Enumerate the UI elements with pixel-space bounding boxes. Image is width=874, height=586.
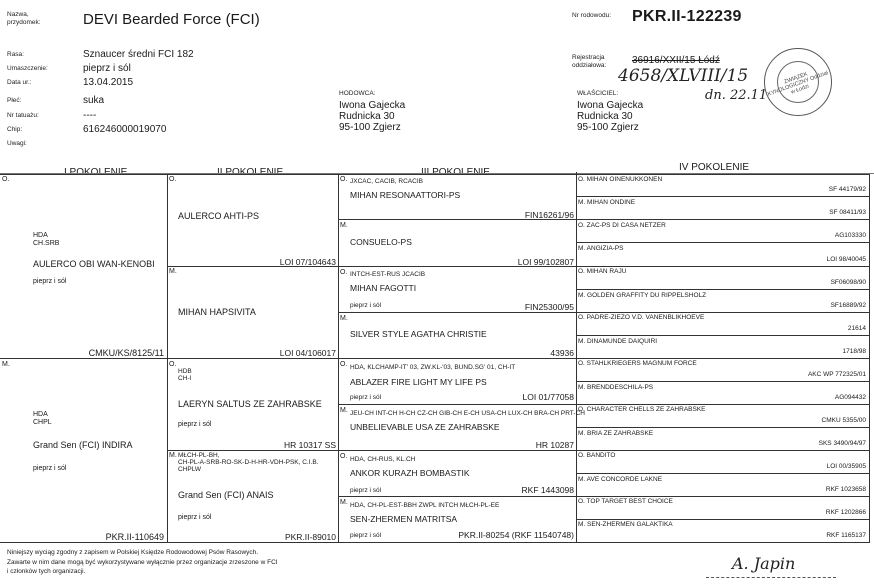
gen4-reg: RKF 1165137 <box>826 532 866 539</box>
gen4-name: O. MIHAN RAJU <box>578 268 627 275</box>
gen1-sire-reg: CMKU/KS/8125/11 <box>88 348 164 358</box>
gen2-prefix: O. <box>169 176 177 183</box>
gen2-color: pieprz i sól <box>178 514 212 521</box>
gen1-sire-prefix: O. <box>2 176 10 183</box>
gen4-name: M. BRIA ZE ZAHRABSKE <box>578 430 654 437</box>
gen4-reg: LOI 00/35905 <box>826 463 866 470</box>
stamp-text: ZWIĄZEK KYNOLOGICZNY Oddział w Łodzi <box>767 70 829 98</box>
registration-old: 36916/XXII/15 Łódź <box>632 55 720 66</box>
gen2-titles: MŁCH-PL-BH, CH-PL-A-SRB-RO-SK-D-H-HR-VDH-PSK, C.I.B. CHPLW <box>178 452 319 473</box>
gen1-sire-titles: HDA CH.SRB <box>33 232 60 247</box>
gen1-dam-color: pieprz i sól <box>33 465 67 472</box>
registration-label: Rejestracja oddziałowa: <box>572 54 607 69</box>
gen1-dam-titles: HDA CHPL <box>33 411 52 426</box>
color-value: pieprz i sól <box>83 63 131 74</box>
regno-label: Nr rodowodu: <box>572 12 612 19</box>
gen4-reg: 1718/98 <box>842 348 866 355</box>
breeder-street: Rudnicka 30 <box>339 111 395 122</box>
gen2-reg: PKR.II-89010 <box>284 532 336 542</box>
gen4-reg: AG094432 <box>834 394 866 401</box>
breed-value: Sznaucer średni FCI 182 <box>83 49 194 60</box>
stamp-icon <box>764 48 832 116</box>
gen3-reg: RKF 1443098 <box>521 485 574 495</box>
gen3-prefix: O. <box>340 269 348 276</box>
dog-name: DEVI Bearded Force (FCI) <box>83 11 260 28</box>
gen3-prefix: O. <box>340 453 348 460</box>
pedigree-number: PKR.II-122239 <box>632 8 742 25</box>
signature-line <box>706 577 836 578</box>
gen4-reg: LOI 98/40045 <box>826 256 866 263</box>
footer-line3: i członków tych organizacji. <box>7 568 86 575</box>
gen2-name: LAERYN SALTUS ZE ZAHRABSKE <box>178 399 322 409</box>
gen4-name: O. STAHLKRIEGERS MAGNUM FORCE <box>578 360 697 367</box>
gen3-titles: JXCAC, CACIB, RCACIB <box>350 178 423 185</box>
gen3-prefix: O. <box>340 361 348 368</box>
registration-new: 4658/XLVIII/15 <box>618 66 749 86</box>
gen3-name: MIHAN FAGOTTI <box>350 283 417 293</box>
gen3-color: pieprz i sól <box>350 487 382 494</box>
gen2-name: AULERCO AHTI-PS <box>178 211 260 221</box>
gen1-dam-reg: PKR.II-110649 <box>105 532 164 542</box>
gen2-titles: HDB CH-I <box>178 368 192 382</box>
registration-date: dn. 22.11 <box>705 88 768 103</box>
gen3-reg: FIN25300/95 <box>524 302 574 312</box>
chip-label: Chip: <box>7 126 23 133</box>
gen4-name: M. DINAMUNDE DAIQUIRI <box>578 338 658 345</box>
gen3-name: MIHAN RESONAATTORI-PS <box>350 190 461 200</box>
gen1-dam-prefix: M. <box>2 361 10 368</box>
gen4-name: O. ZAC-PS DI CASA NETZER <box>578 222 666 229</box>
owner-street: Rudnicka 30 <box>577 111 633 122</box>
gen1-sire-name: AULERCO OBI WAN-KENOBI <box>33 259 155 269</box>
gen2-reg: HR 10317 SS <box>284 440 336 450</box>
gen2-name: Grand Sen (FCI) ANAIS <box>178 490 274 500</box>
tattoo-value: ---- <box>83 110 97 121</box>
gen2-name: MIHAN HAPSIVITA <box>178 307 256 317</box>
gen4-name: M. BRENDDESCHILA-PS <box>578 384 654 391</box>
gen3-prefix: M. <box>340 407 348 414</box>
gen3-reg: LOI 99/102807 <box>517 257 574 267</box>
gen4-reg: CMKU 5355/00 <box>821 417 866 424</box>
gen3-reg: HR 10287 <box>535 440 574 450</box>
gen4-reg: SF16889/92 <box>830 302 866 309</box>
breeder-label: HODOWCA: <box>339 90 376 97</box>
gen4-reg: AKC WP 772325/01 <box>807 371 866 378</box>
birth-value: 13.04.2015 <box>83 77 134 88</box>
gen4-reg: SF06098/90 <box>830 279 866 286</box>
gen3-prefix: O. <box>340 176 348 183</box>
gen4-reg: RKF 1202866 <box>825 509 866 516</box>
footer-line1: Niniejszy wyciąg zgodny z zapisem w Polskiej Księdze Rodowodowej Psów Rasowych. <box>7 549 259 556</box>
breeder-name: Iwona Gajecka <box>339 100 406 111</box>
gen3-name: ABLAZER FIRE LIGHT MY LIFE PS <box>350 377 487 387</box>
breed-label: Rasa: <box>7 51 24 58</box>
gen4-reg: SF 08411/93 <box>829 209 866 216</box>
gen1-sire-color: pieprz i sól <box>33 278 67 285</box>
gen3-color: pieprz i sól <box>350 394 382 401</box>
owner-name: Iwona Gajecka <box>577 100 644 111</box>
name-label: Nazwa, przydomek: <box>7 11 41 26</box>
gen4-name: M. GOLDEN GRAFFITY DU RIPPELSHOLZ <box>578 292 707 299</box>
gen3-name: SEN-ZHERMEN MATRITSA <box>350 514 458 524</box>
gen3-titles: HDA, KLCHAMP-IT' 03, ZW.KL-'03, BUND.SG' 01, CH-IT <box>350 364 516 371</box>
gen3-titles: JEU-CH INT-CH H-CH CZ-CH GIB-CH E-CH USA-CH LUX-CH BRA-CH PRT-CH <box>350 410 585 417</box>
gen3-titles: INTCH-EST-RUS JCACIB <box>350 271 426 278</box>
gen4-name: O. BANDITO <box>578 452 616 459</box>
gen4-reg: AG103330 <box>834 232 866 239</box>
owner-city: 95-100 Zgierz <box>577 122 639 133</box>
gen4-reg: SF 44179/92 <box>828 186 866 193</box>
gen2-reg: LOI 07/104643 <box>279 257 336 267</box>
gen3-titles: HDA, CH-PL-EST-BBH ZWPL INTCH MŁCH-PL-EE <box>350 502 500 509</box>
gen4-name: M. SEN-ZHERMEN GALAKTIKA <box>578 521 673 528</box>
owner-label: WŁAŚCICIEL: <box>577 90 619 97</box>
gen3-color: pieprz i sól <box>350 302 382 309</box>
gen1-dam-name: Grand Sen (FCI) INDIRA <box>33 440 133 450</box>
gen3-prefix: M. <box>340 315 348 322</box>
signature: A. Japin <box>732 554 796 573</box>
gen4-reg: RKF 1023658 <box>825 486 866 493</box>
gen4-reg: SKS 3490/94/97 <box>818 440 866 447</box>
birth-label: Data ur.: <box>7 79 32 86</box>
remarks-label: Uwagi: <box>7 140 27 147</box>
sex-label: Płeć: <box>7 97 22 104</box>
gen2-reg: LOI 04/106017 <box>279 348 336 358</box>
gen3-reg: PKR.II-80254 (RKF 11540748) <box>458 530 574 540</box>
gen4-name: M. ANGIZIA-PS <box>578 245 624 252</box>
gen2-color: pieprz i sól <box>178 421 212 428</box>
breeder-city: 95-100 Zgierz <box>339 122 401 133</box>
gen2-prefix: M. <box>169 452 177 459</box>
gen2-prefix: M. <box>169 268 177 275</box>
gen4-name: M. MIHAN ONDINE <box>578 199 636 206</box>
gen4-reg: 21614 <box>847 325 866 332</box>
gen3-name: UNBELIEVABLE USA ZE ZAHRABSKE <box>350 422 500 432</box>
gen4-name: O. CHARACTER CHELLS ZE ZAHRABSKE <box>578 406 706 413</box>
gen4-name: O. MIHAN OINENUKKONEN <box>578 176 663 183</box>
gen4-name: M. AVE CONCORDE LAKNE <box>578 476 663 483</box>
gen4-name: O. PADRE-ZIEZO V.D. VANENBLIKHOEVE <box>578 314 705 321</box>
gen-4-header: IV POKOLENIE <box>679 162 750 173</box>
tattoo-label: Nr tatuażu: <box>7 112 39 119</box>
gen3-reg: 43936 <box>550 348 574 358</box>
gen3-name: CONSUELO-PS <box>350 237 412 247</box>
chip-value: 616246000019070 <box>83 124 167 135</box>
gen3-reg: LOI 01/77058 <box>522 392 574 402</box>
gen4-name: O. TOP TARGET BEST CHOICE <box>578 498 673 505</box>
gen3-color: pieprz i sól <box>350 532 382 539</box>
gen2-prefix: O. <box>169 361 177 368</box>
gen3-name: SILVER STYLE AGATHA CHRISTIE <box>350 329 487 339</box>
sex-value: suka <box>83 95 105 106</box>
gen3-name: ANKOR KURAZH BOMBASTIK <box>350 468 470 478</box>
footer-line2: Zawarte w nim dane mogą być wykorzystywane wyłącznie przez organizacje zrzeszone w FCI <box>7 559 278 566</box>
gen3-reg: FIN16261/96 <box>524 210 574 220</box>
gen3-prefix: M. <box>340 499 348 506</box>
color-label: Umaszczenie: <box>7 65 48 72</box>
gen3-prefix: M. <box>340 222 348 229</box>
gen3-titles: HDA, CH-RUS, KL.CH <box>350 456 416 463</box>
